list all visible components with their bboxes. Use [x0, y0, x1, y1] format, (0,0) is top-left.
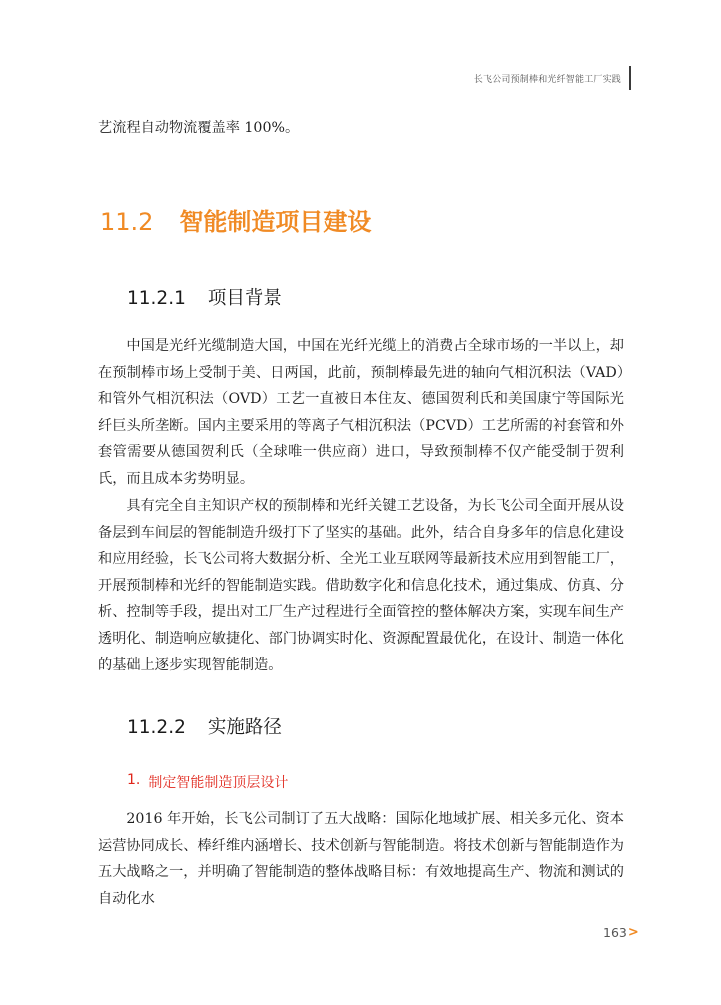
subsection-title: 实施路径: [207, 717, 282, 738]
item-heading-top-level-design: [127, 772, 288, 792]
running-header: [474, 66, 631, 90]
running-header-title: 长飞公司预制棒和光纤智能工厂实践: [473, 74, 621, 85]
section-number: 11.2: [100, 208, 154, 236]
page-number: [603, 925, 639, 940]
subsection-heading-implementation: [127, 713, 282, 739]
paragraph-background-1: 中国是光纤光缆制造大国，中国在光纤光缆上的消费占全球市场的一半以上，却在预制棒市场上受制于美、日两国，此前，预制棒最先进的轴向气相沉积法（VAD）和管外气相沉积法（OVD）工艺一直被日本住友、德国贺利氏和美国康宁等国际光纤巨头所垄断。国内主要采用的等离子气相沉积法（PCVD）工艺所需的衬套管和外套管需要从德国贺利氏（全球唯一供应商）进口，导致预制棒不仅产能受制于贺利氏，而且成本劣势明显。: [98, 338, 624, 487]
paragraph-strategy: 2016 年开始，长飞公司制订了五大战略：国际化地域扩展、相关多元化、资本运营协同成长、棒纤维内涵增长、技术创新与智能制造。将技术创新与智能制造作为五大战略之一，并明确了智能制造的整体战略目标：有效地提高生产、物流和测试的自动化水: [98, 811, 624, 907]
page-arrow-icon: >: [627, 925, 639, 940]
section-heading: [100, 202, 371, 237]
item-title: 制定智能制造顶层设计: [148, 775, 289, 791]
item-number: 1.: [127, 772, 141, 788]
paragraph-background-2: 具有完全自主知识产权的预制棒和光纤关键工艺设备，为长飞公司全面开展从设备层到车间层的智能制造升级打下了坚实的基础。此外，结合自身多年的信息化建设和应用经验，长飞公司将大数据分析、全光工业互联网等最新技术应用到智能工厂，开展预制棒和光纤的智能制造实践。借助数字化和信息化技术，通过集成、仿真、分析、控制等手段，提出对工厂生产过程进行全面管控的整体解决方案，实现车间生产透明化、制造响应敏捷化、部门协调实时化、资源配置最优化，在设计、制造一体化的基础上逐步实现智能制造。: [98, 498, 624, 673]
subsection-number: 11.2.2: [127, 717, 186, 738]
subsection-title: 项目背景: [207, 288, 282, 309]
header-divider-bar: [629, 66, 631, 90]
subsection-heading-background: [127, 284, 282, 310]
page-number-value: 163: [603, 925, 627, 940]
continuation-paragraph: 艺流程自动物流覆盖率 100%。: [98, 120, 300, 136]
subsection-number: 11.2.1: [127, 288, 186, 309]
section-title: 智能制造项目建设: [179, 208, 372, 236]
